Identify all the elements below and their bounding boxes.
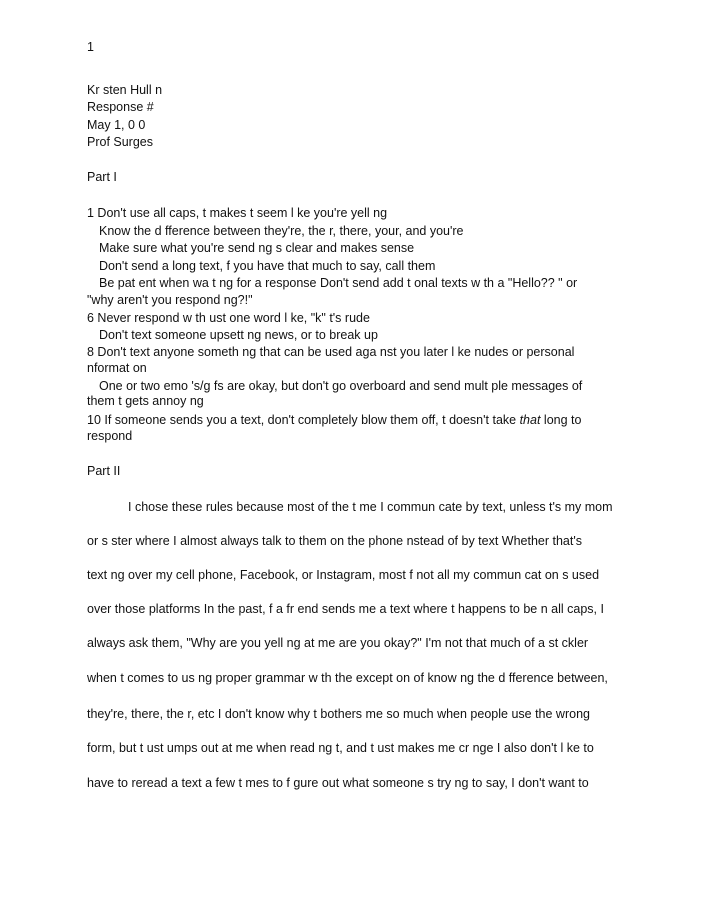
paragraph-line: form, but t ust umps out at me when read ng t, and t ust makes me cr nge I also don't l ke to [87,741,594,755]
rule-line: respond [87,429,133,443]
rule-line: Make sure what you're send ng s clear and makes sense [99,241,415,255]
paragraph-line: have to reread a text a few t mes to f gure out what someone s try ng to say, I don't want to [87,776,589,790]
rule-10-italic: that [519,413,541,427]
date-line: May 1, 0 0 [87,118,146,132]
rule-line: nformat on [87,361,147,375]
rule-10-text: 10 If someone sends you a text, don't completely blow them off, t doesn't take [87,413,520,427]
rule-line: Don't text someone upsett ng news, or to break up [99,328,378,342]
rule-line: One or two emo 's/g fs are okay, but don't go overboard and send mult ple messages of [99,379,583,393]
rule-line: 1 Don't use all caps, t makes t seem l ke you're yell ng [87,206,388,220]
rule-line: them t gets annoy ng [87,394,204,408]
paragraph-line: they're, there, the r, etc I don't know why t bothers me so much when people use the wrong [87,707,590,721]
rule-line-10 [87,413,581,428]
paragraph-line: I chose these rules because most of the t me I commun cate by text, unless t's my mom [128,500,613,514]
rule-10-text-end: long to [540,413,582,427]
rule-line: 8 Don't text anyone someth ng that can be used aga nst you later l ke nudes or personal [87,345,575,359]
rule-line: Know the d fference between they're, the r, there, your, and you're [99,224,464,238]
paragraph-line: text ng over my cell phone, Facebook, or Instagram, most f not all my commun cat on s used [87,568,600,582]
rule-line: Don't send a long text, f you have that much to say, call them [99,259,436,273]
part1-heading: Part I [87,170,117,184]
assignment-title: Response # [87,100,154,114]
paragraph-line: or s ster where I almost always talk to them on the phone nstead of by text Whether that's [87,534,582,548]
rule-line: Be pat ent when wa t ng for a response Don't send add t onal texts w th a "Hello?? " or [99,276,578,290]
page-number: 1 [87,40,94,54]
author-name: Kr sten Hull n [87,83,163,97]
rule-line: 6 Never respond w th ust one word l ke, "k" t's rude [87,311,370,325]
rule-line: "why aren't you respond ng?!" [87,293,253,307]
paragraph-line: always ask them, "Why are you yell ng at me are you okay?" I'm not that much of a st ckler [87,636,589,650]
paragraph-line: over those platforms In the past, f a fr end sends me a text where t happens to be n all caps, I [87,602,604,616]
professor-name: Prof Surges [87,135,154,149]
part2-heading: Part II [87,464,121,478]
paragraph-line: when t comes to us ng proper grammar w th the except on of know ng the d fference between, [87,671,608,685]
